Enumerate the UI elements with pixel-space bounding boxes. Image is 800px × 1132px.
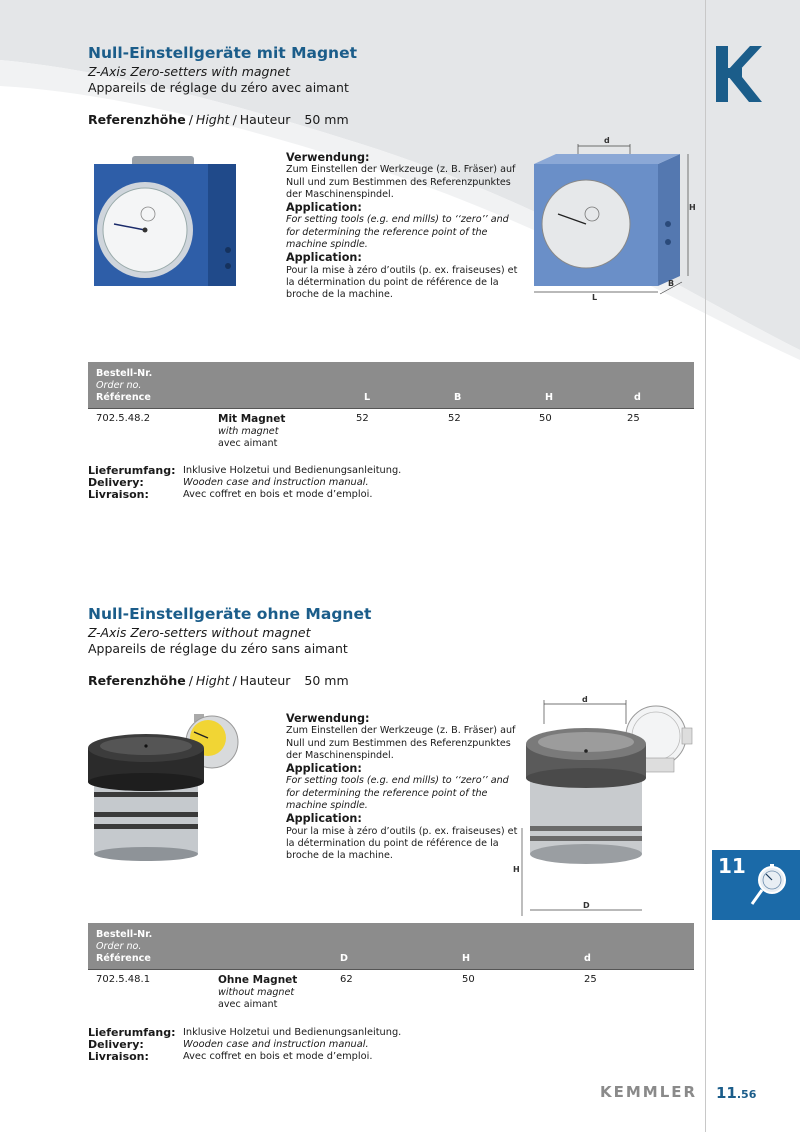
kemmler-logo (716, 46, 762, 102)
table-header: Bestell-Nr. Order no. Référence L B H d (88, 362, 694, 408)
page-number: 11.56 (716, 1084, 757, 1102)
section-subtitle-en: Z-Axis Zero-setters without magnet (88, 625, 311, 640)
order-number: 702.5.48.2 (96, 413, 151, 424)
col-header: B (454, 392, 462, 403)
product-name: Mit Magnet (218, 413, 286, 425)
col-header: d (634, 392, 641, 403)
application-description: Verwendung: Zum Einstellen der Werkzeuge (z. B. Fräser) auf Null und zum Bestimmen des Referenzpunktes der Maschinenspindel. Application: For setting tools (e.g. end mills) to ‘‘zero’’ and for determining the reference point of the machine spindle. Application: Pour la mise à zéro d’outils (p. ex. fraiseuses) et la détermination du point de référence de la broche de la machine. (286, 712, 518, 862)
section-title: Null-Einstellgeräte mit Magnet (88, 44, 358, 62)
dim-label-B: B (668, 279, 675, 288)
col-header: L (364, 392, 371, 403)
section-subtitle-fr: Appareils de réglage du zéro sans aimant (88, 641, 348, 656)
value-cell: 62 (340, 974, 353, 985)
dim-label-H: H (689, 203, 696, 212)
table-header: Bestell-Nr. Order no. Référence D H d (88, 923, 694, 969)
value-cell: 52 (356, 413, 369, 424)
section-subtitle-fr: Appareils de réglage du zéro avec aimant (88, 80, 349, 95)
product-photo-block-magnet (88, 150, 240, 290)
section-without-magnet: Null-Einstellgeräte ohne Magnet Z-Axis Zero-setters without magnet Appareils de réglage du zéro sans aimant Referenzhöhe / Hight / Hauteur 50 mm Verwendung: Zum Einstellen der Werkzeuge (z. B. Fräser) auf Null und zum Bestimmen des Referenzpunktes der Maschinenspindel. Application: For setting tools (e.g. end mills) to ‘‘zero’’ and for determining the reference point of the machine spindle. Application: Pour la mise à zéro d’outils (p. ex. fraiseuses) et la détermination du point de référence de la broche de la machine. Bestell-Nr. Order no. Référence D H d 702.5.48.1 Ohne Magnet without magnet avec aimant 62 50 25 Lieferumfang: Inklusive Holzetui und Bedienungsanleitung. Delivery: Wooden case and instruction manual. Livraison: Avec coffret en bois et mode d’emploi. (88, 605, 694, 656)
reference-height: Referenzhöhe / Hight / Hauteur 50 mm (88, 112, 349, 127)
technical-drawing-block (520, 134, 700, 304)
product-name: Ohne Magnet (218, 974, 298, 986)
col-header: d (584, 953, 591, 964)
value-cell: 25 (627, 413, 640, 424)
section-with-magnet: Null-Einstellgeräte mit Magnet Z-Axis Zero-setters with magnet Appareils de réglage du zéro avec aimant Referenzhöhe / Hight / Hauteur 50 mm Verwendung: Zum Einstellen der Werkzeuge (z. B. Fräser) auf Null und zum Bestimmen des Referenzpunktes der Maschinenspindel. Application: For setting tools (e.g. end mills) to ‘‘zero’’ and for determining the reference point of the machine spindle. Application: Pour la mise à zéro d’outils (p. ex. fraiseuses) et la détermination du point de référence de la broche de la machine. Bestell-Nr. Order no. Référence L B H d 702.5.48.2 Mit Magnet with magnet avec aimant 52 52 50 25 Lieferumfang: Inklusive Holzetui und Bedienungsanleitung. Delivery: Wooden case and instruction manual. Livraison: Avec coffret en bois et mode d’emploi. (88, 44, 694, 95)
value-cell: 50 (462, 974, 475, 985)
order-number: 702.5.48.1 (96, 974, 151, 985)
product-photo-cylinder (86, 712, 256, 862)
dim-label-D: D (583, 901, 590, 910)
page-edge-rule (705, 0, 706, 1132)
order-table (88, 923, 694, 1016)
order-table (88, 362, 694, 455)
chapter-tab[interactable] (712, 850, 800, 920)
dial-gauge-icon (748, 864, 790, 906)
value-cell: 25 (584, 974, 597, 985)
section-subtitle-en: Z-Axis Zero-setters with magnet (88, 64, 291, 79)
chapter-number: 11 (718, 854, 746, 878)
section-title: Null-Einstellgeräte ohne Magnet (88, 605, 372, 623)
reference-height: Referenzhöhe / Hight / Hauteur 50 mm (88, 673, 349, 688)
col-header: D (340, 953, 348, 964)
table-row[interactable]: 702.5.48.2 Mit Magnet with magnet avec aimant 52 52 50 25 (88, 408, 694, 455)
application-description: Verwendung: Zum Einstellen der Werkzeuge (z. B. Fräser) auf Null und zum Bestimmen des Referenzpunktes der Maschinenspindel. Application: For setting tools (e.g. end mills) to ‘‘zero’’ and for determining the reference point of the machine spindle. Application: Pour la mise à zéro d’outils (p. ex. fraiseuses) et la détermination du point de référence de la broche de la machine. (286, 151, 518, 301)
brand-name: KEMMLER (600, 1083, 698, 1101)
dim-label-d: d (582, 695, 588, 704)
col-header: H (545, 392, 554, 403)
technical-drawing-cylinder (510, 694, 700, 920)
col-header: H (462, 953, 471, 964)
value-cell: 52 (448, 413, 461, 424)
dim-label-H: H (513, 865, 520, 874)
dim-label-L: L (592, 293, 598, 302)
value-cell: 50 (539, 413, 552, 424)
table-row[interactable]: 702.5.48.1 Ohne Magnet without magnet avec aimant 62 50 25 (88, 969, 694, 1016)
dim-label-d: d (604, 136, 610, 145)
